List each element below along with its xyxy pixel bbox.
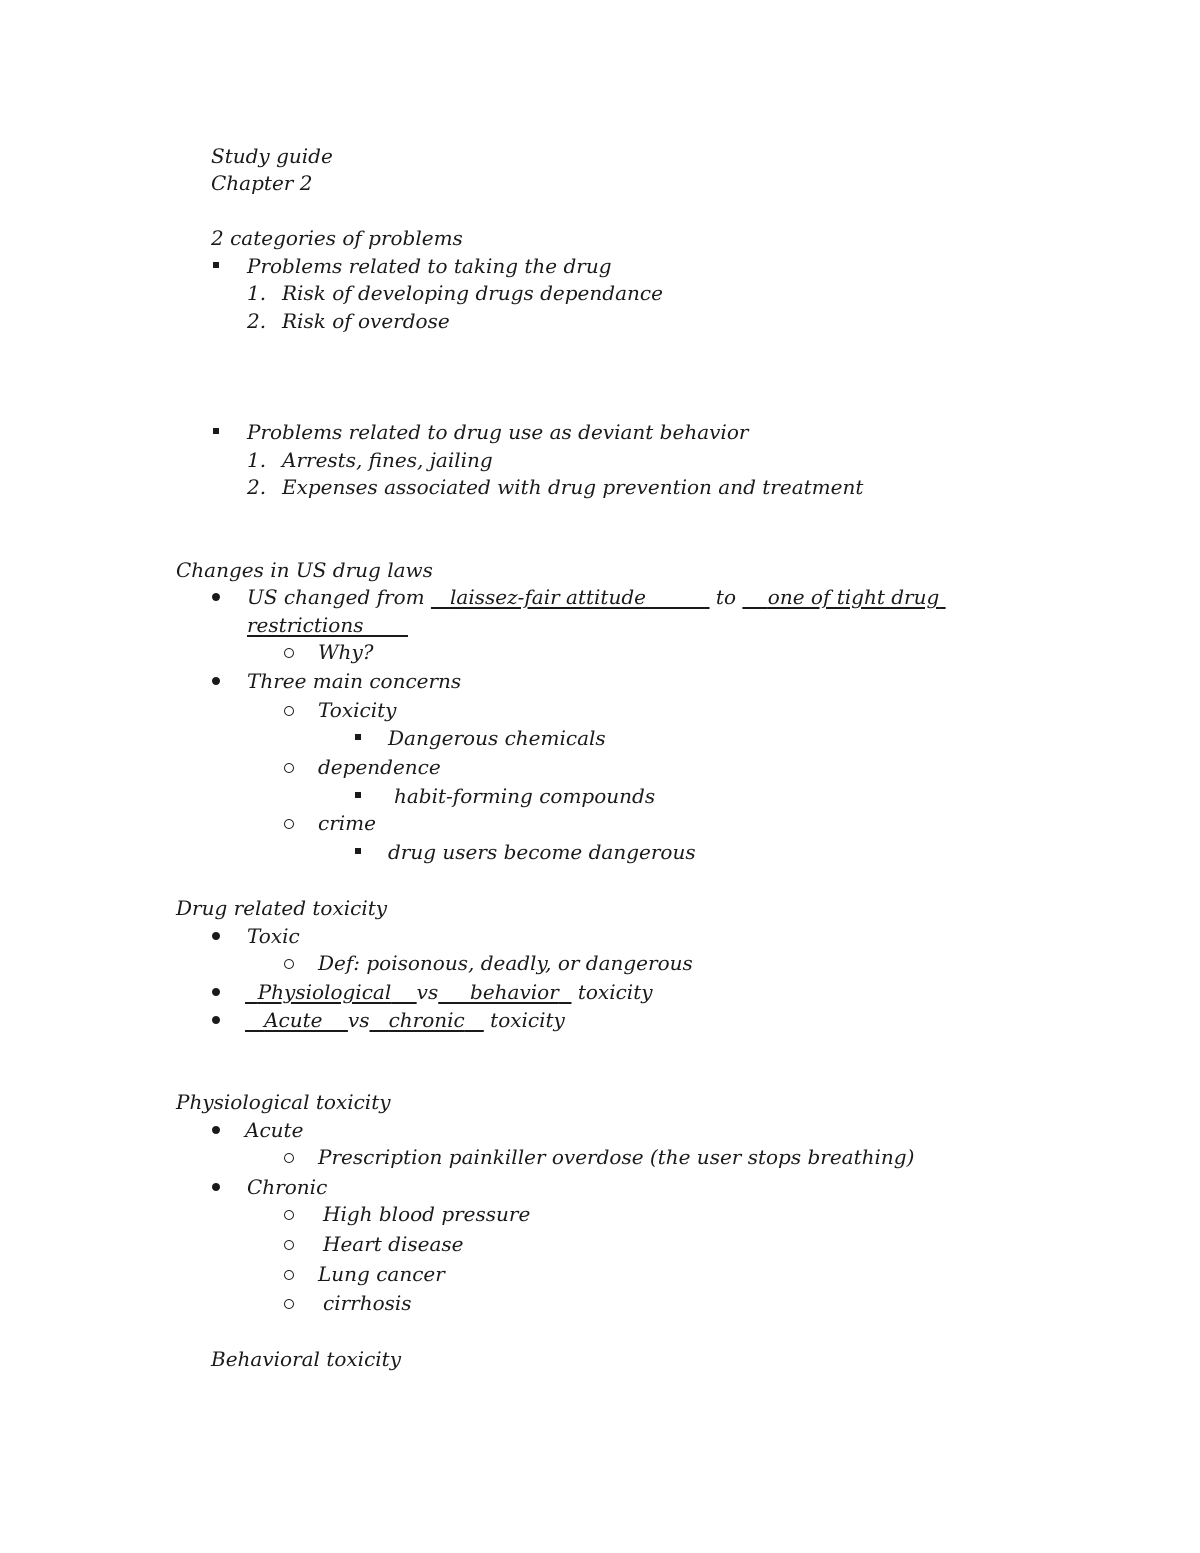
bullet-icon (212, 593, 220, 601)
blank-to: one of tight drug (767, 585, 940, 609)
concern-detail: Dangerous chemicals (388, 726, 606, 750)
bullet-icon (212, 677, 220, 685)
three-concerns-label: Three main concerns (247, 669, 462, 693)
changed-from-line (247, 584, 946, 610)
toxic-definition: Def: poisonous, deadly, or dangerous (318, 951, 693, 975)
square-bullet-icon (355, 734, 361, 740)
circle-bullet-icon (284, 1153, 294, 1163)
concern-item: dependence (318, 755, 441, 779)
physiological-vs-behavior: Physiological vs behavior toxicity (257, 980, 653, 1004)
category-deviant-behavior: Problems related to drug use as deviant behavior (247, 420, 749, 444)
bullet-icon (212, 1126, 220, 1134)
changed-prefix: US changed from (247, 585, 425, 609)
list-number: 1. (247, 281, 267, 305)
section-heading-behavioral: Behavioral toxicity (211, 1347, 401, 1371)
concern-item: Toxicity (318, 698, 397, 722)
blank-to-continued: restrictions (247, 613, 364, 637)
square-bullet-icon (213, 428, 219, 434)
list-number: 2. (247, 475, 267, 499)
bullet-icon (212, 932, 220, 940)
concern-item: crime (318, 811, 376, 835)
chronic-label: Chronic (247, 1175, 328, 1199)
chapter-label: Chapter 2 (211, 171, 313, 195)
circle-bullet-icon (284, 819, 294, 829)
circle-bullet-icon (284, 706, 294, 716)
bullet-icon (212, 1183, 220, 1191)
bullet-icon (212, 1016, 220, 1024)
document-title: Study guide (211, 144, 333, 168)
circle-bullet-icon (284, 1299, 294, 1309)
list-item: Expenses associated with drug prevention and treatment (282, 475, 864, 499)
list-item: Arrests, fines, jailing (282, 448, 493, 472)
concern-detail: drug users become dangerous (388, 840, 696, 864)
section-heading-drug-toxicity: Drug related toxicity (176, 896, 388, 920)
list-item: Risk of developing drugs dependance (282, 281, 663, 305)
circle-bullet-icon (284, 1240, 294, 1250)
list-item: Risk of overdose (282, 309, 450, 333)
acute-example: Prescription painkiller overdose (the user stops breathing) (318, 1145, 915, 1169)
chronic-item: cirrhosis (323, 1291, 412, 1315)
why-question: Why? (318, 640, 374, 664)
toxic-label: Toxic (247, 924, 300, 948)
square-bullet-icon (355, 792, 361, 798)
category-taking-drug: Problems related to taking the drug (247, 254, 612, 278)
circle-bullet-icon (284, 959, 294, 969)
acute-vs-chronic: Acute vs chronic toxicity (264, 1008, 565, 1032)
section-heading-drug-laws: Changes in US drug laws (176, 558, 433, 582)
to-word: to (715, 585, 736, 609)
chronic-item: Lung cancer (318, 1262, 445, 1286)
circle-bullet-icon (284, 1270, 294, 1280)
blank-from: laissez-fair attitude (450, 585, 646, 609)
square-bullet-icon (355, 848, 361, 854)
acute-label: Acute (245, 1118, 304, 1142)
section-heading-categories: 2 categories of problems (211, 226, 463, 250)
list-number: 1. (247, 448, 267, 472)
circle-bullet-icon (284, 648, 294, 658)
section-heading-physiological: Physiological toxicity (176, 1090, 391, 1114)
list-number: 2. (247, 309, 267, 333)
chronic-item: High blood pressure (323, 1202, 531, 1226)
chronic-item: Heart disease (323, 1232, 464, 1256)
bullet-icon (212, 988, 220, 996)
square-bullet-icon (213, 262, 219, 268)
circle-bullet-icon (284, 1210, 294, 1220)
concern-detail: habit-forming compounds (394, 784, 656, 808)
circle-bullet-icon (284, 763, 294, 773)
